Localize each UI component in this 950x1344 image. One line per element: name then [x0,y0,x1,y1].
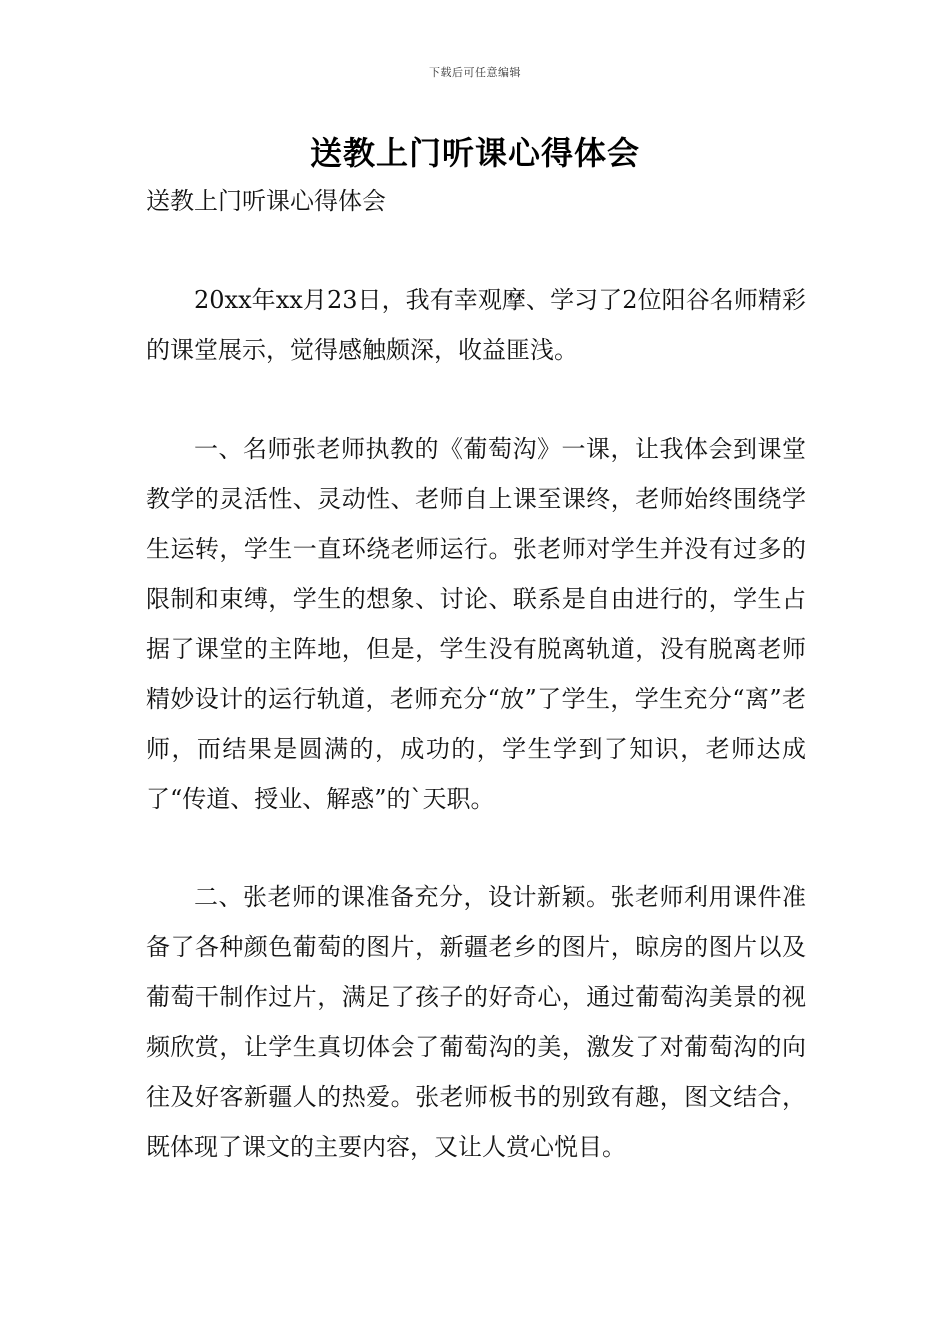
paragraph-section-two: 二、张老师的课准备充分，设计新颖。张老师利用课件准备了各种颜色葡萄的图片，新疆老乡的图片，晾房的图片以及葡萄干制作过片，满足了孩子的好奇心，通过葡萄沟美景的视频欣赏，让学生真切体会了葡萄沟的美，激发了对葡萄沟的向往及好客新疆人的热爱。张老师板书的别致有趣，图文结合，既体现了课文的主要内容，又让人赏心悦目。 [146,883,806,1161]
document-subtitle: 送教上门听课心得体会 [146,187,386,215]
header-note: 下载后可任意编辑 [429,66,521,79]
paragraph-intro: 20xx年xx月23日，我有幸观摩、学习了2位阳谷名师精彩的课堂展示，觉得感触颇深，收益匪浅。 [146,286,806,364]
paragraph-section-one: 一、名师张老师执教的《葡萄沟》一课，让我体会到课堂教学的灵活性、灵动性、老师自上课至课终，老师始终围绕学生运转，学生一直环绕老师运行。张老师对学生并没有过多的限制和束缚，学生的想象、讨论、联系是自由进行的，学生占据了课堂的主阵地，但是，学生没有脱离轨道，没有脱离老师精妙设计的运行轨道，老师充分“放”了学生，学生充分“离”老师，而结果是圆满的，成功的，学生学到了知识，老师达成了“传道、授业、解惑”的`天职。 [146,435,806,813]
document-title: 送教上门听课心得体会 [309,134,640,172]
